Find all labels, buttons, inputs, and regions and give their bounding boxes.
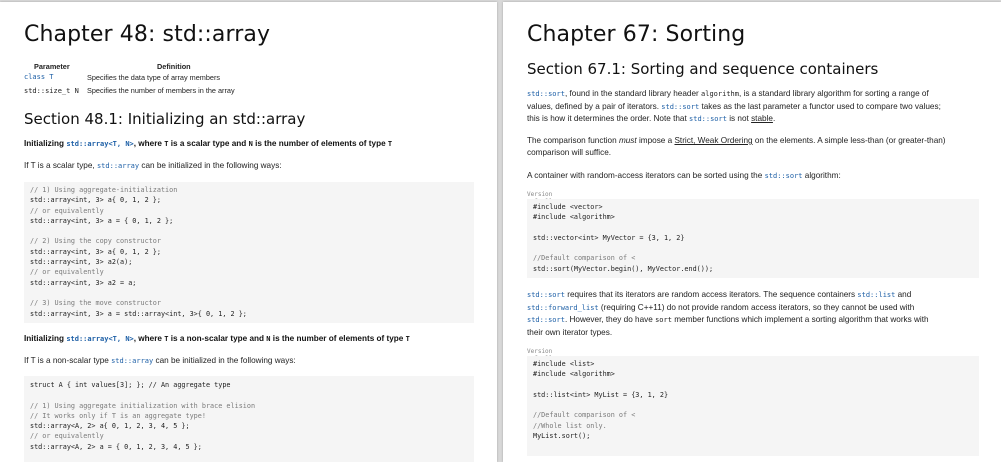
paragraph: std::sort requires that its iterators are random access iterators. The sequence containers std::list and std::forward_list (requiring C++11) do not provide random access iterators, so they cannot be used with std::sort. However, they do have sort member functions which implement a sorting algorithm that works with their own iterator types.	[527, 290, 929, 337]
paragraph: The comparison function must impose a Strict, Weak Ordering on the elements. A simple less-than (or greater-than) comparison will suffice.	[527, 136, 946, 157]
code-line: //Whole list only.	[533, 421, 607, 430]
paragraph: std::sort, found in the standard library header algorithm, is a standard library algorithm for sorting a range of values, defined by a pair of iterators. std::sort takes as the last parameter a functor used to compare two values; this is how it determines the order. Note that std::sort is not stable.	[527, 89, 941, 124]
code-line: //Default comparison of <	[533, 254, 636, 263]
code-line: std::array<int, 3> a2 = a;	[30, 278, 137, 287]
code-line: // It works only if T is an aggregate type!	[30, 411, 206, 420]
strict-weak-ordering-link[interactable]: Strict, Weak Ordering	[674, 136, 753, 145]
code-line	[30, 288, 468, 298]
code-line: std::array<int, 3> a{ 0, 1, 2 };	[30, 247, 161, 256]
table-header-parameter: Parameter	[34, 62, 70, 71]
code-line: std::sort(MyVector.begin(), MyVector.end());	[533, 264, 714, 273]
param-name: class T	[24, 73, 54, 81]
chapter-title: Chapter 67: Sorting	[527, 22, 746, 47]
section-title: Section 67.1: Sorting and sequence containers	[527, 60, 879, 78]
code-line: //Default comparison of <	[533, 411, 636, 420]
section-title: Section 48.1: Initializing an std::array	[24, 110, 306, 128]
param-name: std::size_t N	[24, 87, 79, 95]
code-line: std::array<int, 3> a = { 0, 1, 2 };	[30, 216, 174, 225]
right-page	[503, 2, 1001, 462]
code-block	[24, 376, 474, 462]
code-line: #include <vector>	[533, 203, 603, 211]
parameters-table	[24, 62, 324, 98]
code-line: #include <list>	[533, 360, 595, 368]
code-line: std::array<A, 2> a = { 0, 1, 2, 3, 4, 5 };	[30, 442, 202, 451]
version-label: Version	[527, 348, 553, 355]
code-line: // or equivalently	[30, 206, 104, 215]
code-line: // 3) Using the move constructor	[30, 299, 161, 308]
param-definition: Specifies the data type of array members	[87, 73, 221, 82]
code-line: struct A { int values[3]; }; // An aggregate type	[30, 381, 231, 389]
code-line: // 1) Using aggregate initialization with brace elision	[30, 401, 256, 410]
code-line: std::vector<int> MyVector = {3, 1, 2}	[533, 233, 685, 242]
chapter-title: Chapter 48: std::array	[24, 22, 271, 47]
code-line	[533, 400, 973, 410]
version-label: Version	[527, 191, 553, 198]
code-line: #include <algorithm>	[533, 213, 615, 222]
param-definition: Specifies the number of members in the array	[87, 86, 235, 95]
code-line	[533, 243, 973, 253]
table-header-definition: Definition	[157, 62, 191, 71]
code-line: std::array<int, 3> a{ 0, 1, 2 };	[30, 196, 161, 205]
code-line	[30, 226, 468, 236]
subheading-non-scalar: Initializing std::array<T, N>, where T is a non-scalar type and N is the number of elements of type T	[24, 334, 410, 343]
code-line	[533, 223, 973, 233]
code-line: std::array<int, 3> a = std::array<int, 3>{ 0, 1, 2 };	[30, 309, 247, 318]
code-line: // 1) Using aggregate-initialization	[30, 186, 178, 194]
code-line	[30, 390, 468, 400]
code-line: // or equivalently	[30, 432, 104, 441]
code-line: std::list<int> MyList = {3, 1, 2}	[533, 390, 669, 399]
paragraph: If T is a non-scalar type std::array can be initialized in the following ways:	[24, 356, 296, 365]
left-page	[0, 2, 497, 462]
code-block	[527, 199, 979, 278]
code-line: // or equivalently	[30, 268, 104, 277]
code-block	[527, 356, 979, 456]
subheading-scalar: Initializing std::array<T, N>, where T is a scalar type and N is the number of elements of type T	[24, 139, 393, 148]
code-line: // 2) Using the copy constructor	[30, 237, 161, 246]
code-line	[533, 380, 973, 390]
stable-link[interactable]: stable	[751, 114, 773, 124]
code-block	[24, 182, 474, 323]
code-line: std::array<A, 2> a{ 0, 1, 2, 3, 4, 5 };	[30, 422, 190, 431]
paragraph: A container with random-access iterators can be sorted using the std::sort algorithm:	[527, 171, 841, 180]
code-line: std::array<int, 3> a2(a);	[30, 258, 133, 267]
code-line: MyList.sort();	[533, 432, 591, 441]
paragraph: If T is a scalar type, std::array can be initialized in the following ways:	[24, 161, 282, 170]
code-line: #include <algorithm>	[533, 370, 615, 379]
